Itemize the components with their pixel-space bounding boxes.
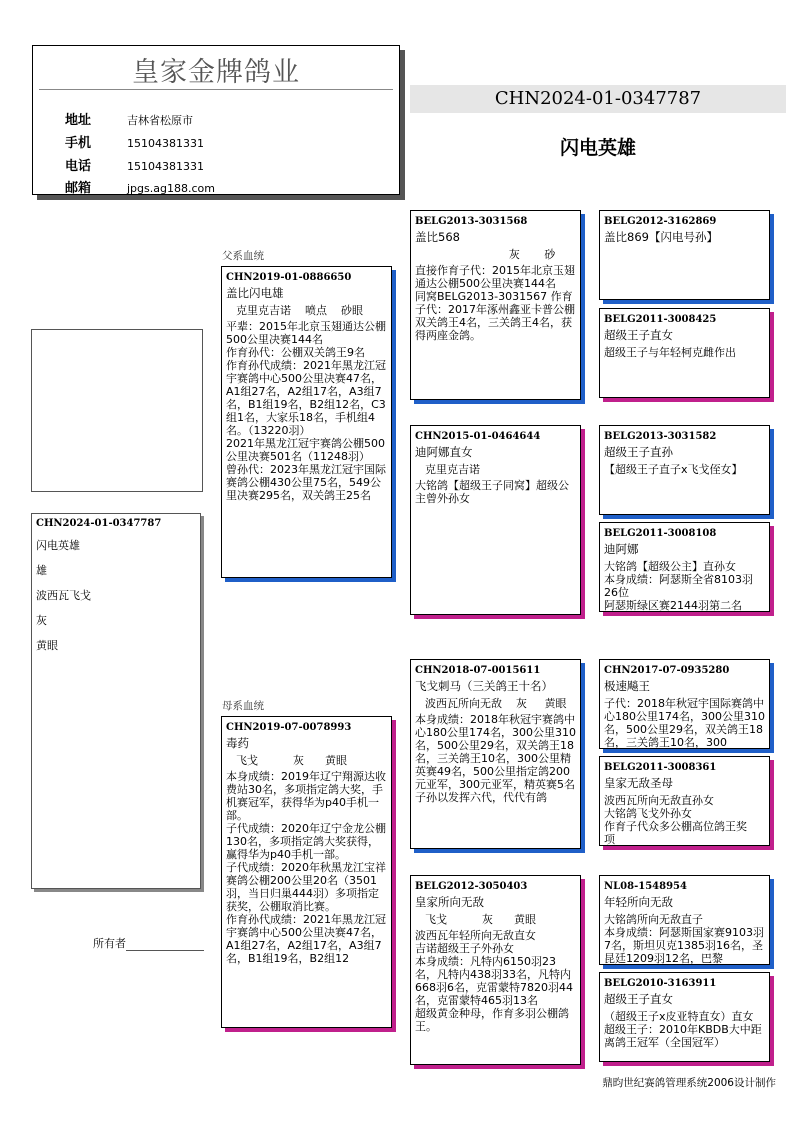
gg-3-name: 超级王子直孙 (604, 445, 673, 459)
sire-sire-name: 盖比568 (415, 230, 460, 244)
gg-card-7 (599, 875, 770, 965)
owner-underline (126, 939, 204, 951)
phone-row (65, 155, 204, 174)
sire-notes (226, 320, 387, 502)
gg-8-ring: BELG2010-3163911 (604, 978, 717, 989)
address-value: 吉林省松原市 (127, 114, 193, 127)
note-line: 2021年黑龙江冠宇赛鸽公棚500公里决赛501名（11248羽） (226, 437, 385, 463)
self-color: 灰 (36, 614, 47, 627)
sire-dam-attributes: 克里克吉诺 (425, 463, 480, 476)
gg-8-name: 超级王子直女 (604, 992, 673, 1006)
note-line: 作育孙代成绩：2021年黑龙江冠宇赛鸽中心500公里决赛47名，A1组27名，A2组17名，A3组7名，B1组19名，B2组12名，C3组1名，大家乐18名，手机组4名。（13220羽） (226, 359, 386, 437)
owner-label: 所有者 (93, 937, 126, 950)
mobile-label: 手机 (65, 136, 92, 151)
gg-card-1 (599, 210, 770, 300)
bird-name: 闪电英雄 (559, 137, 636, 159)
note-line: 子代成绩：2020年辽宁金龙公棚130名，多项指定鸽大奖获得，赢得华为p40手机一部。 (226, 822, 386, 861)
sire-name: 盖比闪电雄 (226, 286, 284, 300)
self-ring: CHN2024-01-0347787 (36, 518, 162, 529)
phone-label: 电话 (65, 159, 92, 174)
note-line: 曾孙代：2023年黑龙江冠宇国际赛鸽公棚430公里75名，549公里决赛295名，双关鸽王25名 (226, 463, 386, 502)
footer-credit: 鼎昀世纪赛鸽管理系统2006设计制作 (602, 1077, 776, 1089)
sire-dam-name: 迪阿娜直女 (415, 445, 473, 459)
gg-6-ring: BELG2011-3008361 (604, 762, 717, 773)
dam-dam-card (410, 875, 581, 1065)
gg-4-notes (604, 560, 765, 612)
sire-card (221, 266, 392, 578)
note-line: 本身成绩：2019年辽宁翔源达收费站30名，多项指定鸽大奖，手机赛冠军，获得华为p40手机一部。 (226, 770, 386, 822)
gg-card-6 (599, 756, 770, 846)
note-line: 超级王子与年轻柯克雌作出 (604, 346, 736, 359)
dam-sire-notes (415, 713, 576, 804)
sire-sire-ring: BELG2013-3031568 (415, 216, 528, 227)
loft-info-box (32, 45, 400, 195)
gg-card-3 (599, 425, 770, 515)
dam-dam-ring: BELG2012-3050403 (415, 881, 528, 892)
note-line: （超级王子x皮亚特直女）直女 (604, 1010, 754, 1023)
note-line: 本身成绩：阿瑟斯全省8103羽26位 (604, 573, 753, 599)
gg-card-8 (599, 972, 770, 1062)
note-line: 波西瓦所向无敌直孙女 (604, 794, 714, 807)
gg-7-notes (604, 913, 765, 965)
note-line: 吉诺超级王子外孙女 (415, 942, 514, 955)
header-divider (39, 89, 393, 90)
dam-line-label: 母系血统 (222, 700, 264, 712)
self-strain: 波西瓦飞戈 (36, 589, 91, 602)
sire-dam-card (410, 425, 581, 615)
dam-attributes: 飞戈 灰 黄眼 (236, 754, 347, 767)
gg-8-notes (604, 1010, 765, 1049)
gg-7-ring: NL08-1548954 (604, 881, 687, 892)
note-line: 同窝BELG2013-3031567 作育子代：2017年涿州鑫亚卡普公棚双关鸽王4名，三关鸽王4名，获得两座金鸽。 (415, 290, 575, 342)
gg-1-name: 盖比869【闪电号孙】 (604, 230, 718, 244)
note-line: 大铭鸽飞戈外孙女 (604, 807, 692, 820)
note-line: 阿瑟斯绿区赛2144羽第二名 (604, 599, 742, 612)
dam-name: 毒药 (226, 736, 249, 750)
photo-frame (31, 329, 203, 492)
gg-2-name: 超级王子直女 (604, 328, 673, 342)
note-line: 超级黄金种母，作育多羽公棚鸽王。 (415, 1007, 569, 1033)
note-line: 大铭鸽【超级公主】直孙女 (604, 560, 736, 573)
note-line: 波西瓦年轻所向无敌直女 (415, 929, 536, 942)
mobile-value: 15104381331 (127, 137, 204, 150)
note-line: 作育孙代：公棚双关鸽王9名 (226, 346, 365, 359)
gg-card-2 (599, 308, 770, 398)
address-row (65, 109, 193, 128)
dam-dam-attributes: 飞戈 灰 黄眼 (425, 913, 536, 926)
gg-2-notes (604, 346, 765, 359)
note-line: 平辈：2015年北京玉翅通达公棚500公里决赛144名 (226, 320, 386, 346)
loft-name: 皇家金牌鸽业 (132, 57, 300, 88)
gg-4-ring: BELG2011-3008108 (604, 528, 717, 539)
gg-2-ring: BELG2011-3008425 (604, 314, 717, 325)
sire-dam-ring: CHN2015-01-0464644 (415, 431, 541, 442)
gg-5-notes (604, 697, 765, 749)
sire-sire-attributes: 灰 砂 (425, 248, 556, 261)
dam-sire-name: 飞戈刺马（三关鸽王十名） (415, 679, 553, 693)
note-line: 子代成绩：2020年秋黑龙江宝祥赛鸽公棚200公里20名（3501羽，当日归巢444羽）多项指定获奖，公棚取消比赛。 (226, 861, 386, 913)
dam-sire-card (410, 659, 581, 849)
self-name: 闪电英雄 (36, 539, 80, 552)
sire-dam-notes (415, 479, 576, 505)
sire-line-label: 父系血统 (222, 250, 264, 262)
gg-6-name: 皇家无敌圣母 (604, 776, 673, 790)
gg-1-ring: BELG2012-3162869 (604, 216, 717, 227)
dam-card (221, 716, 392, 1028)
sire-sire-card (410, 210, 581, 400)
owner-field (93, 935, 204, 951)
gg-5-name: 极速飚王 (604, 679, 650, 693)
gg-3-notes (604, 463, 765, 476)
email-label: 邮箱 (65, 181, 92, 196)
gg-3-ring: BELG2013-3031582 (604, 431, 717, 442)
dam-sire-attributes: 波西瓦所向无敌 灰 黄眼 (425, 697, 567, 710)
note-line: 超级王子：2010年KBDB大中距离鸽王冠军（全国冠军） (604, 1023, 762, 1049)
note-line: 大铭鸽【超级王子同窝】超级公主曾外孙女 (415, 479, 569, 505)
gg-5-ring: CHN2017-07-0935280 (604, 665, 730, 676)
note-line: 项 (604, 833, 615, 846)
dam-dam-notes (415, 929, 576, 1033)
gg-6-notes (604, 794, 765, 846)
bird-ring-number: CHN2024-01-0347787 (410, 85, 786, 113)
dam-dam-name: 皇家所向无敌 (415, 895, 484, 909)
note-line: 直接作育子代：2015年北京玉翅通达公棚500公里决赛144名 (415, 264, 575, 290)
gg-card-4 (599, 522, 770, 612)
gg-7-name: 年轻所向无敌 (604, 895, 673, 909)
gg-4-name: 迪阿娜 (604, 542, 639, 556)
note-line: 作育孙代成绩：2021年黑龙江冠宇赛鸽中心500公里决赛47名，A1组27名，A2组17名，A3组7名，B1组19名，B2组12 (226, 913, 386, 965)
sire-ring: CHN2019-01-0886650 (226, 272, 352, 283)
dam-ring: CHN2019-07-0078993 (226, 722, 352, 733)
dam-sire-ring: CHN2018-07-0015611 (415, 665, 541, 676)
phone-value: 15104381331 (127, 160, 204, 173)
self-card (31, 513, 201, 889)
note-line: 本身成绩：2018年秋冠宇赛鸽中心180公里174名，300公里310名，500公里29名，双关鸽王18名，三关鸽王10名，300公里精英赛49名，500公里指定鸽200元亚军，300元亚军，精英赛5名 (415, 713, 576, 791)
email-row (65, 177, 215, 196)
note-line: 【超级王子直子x飞戈侄女】 (604, 463, 743, 476)
email-value: jpgs.ag188.com (127, 182, 215, 195)
sire-sire-notes (415, 264, 576, 342)
note-line: 本身成绩：阿瑟斯国家赛9103羽7名，斯坦贝克1385羽16名，圣昆廷1209羽12名，巴黎 (604, 926, 764, 965)
address-label: 地址 (65, 113, 92, 128)
note-line: 子孙以发挥六代，代代有鸽 (415, 791, 547, 804)
sire-attributes: 克里克吉诺 喷点 砂眼 (236, 304, 363, 317)
self-sex: 雄 (36, 564, 47, 577)
note-line: 大铭鸽所向无敌直子 (604, 913, 703, 926)
gg-card-5 (599, 659, 770, 749)
note-line: 本身成绩：凡特内6150羽23名，凡特内438羽33名，凡特内668羽6名，克雷蒙特7820羽44名，克雷蒙特465羽13名 (415, 955, 573, 1007)
note-line: 作育子代众多公棚高位鸽王奖 (604, 820, 747, 833)
note-line: 子代：2018年秋冠宇国际赛鸽中心180公里174名，300公里310名，500公里29名，双关鸽王18名，三关鸽王10名，300 (604, 697, 765, 749)
mobile-row (65, 132, 204, 151)
self-eye: 黄眼 (36, 639, 58, 652)
dam-notes (226, 770, 387, 965)
